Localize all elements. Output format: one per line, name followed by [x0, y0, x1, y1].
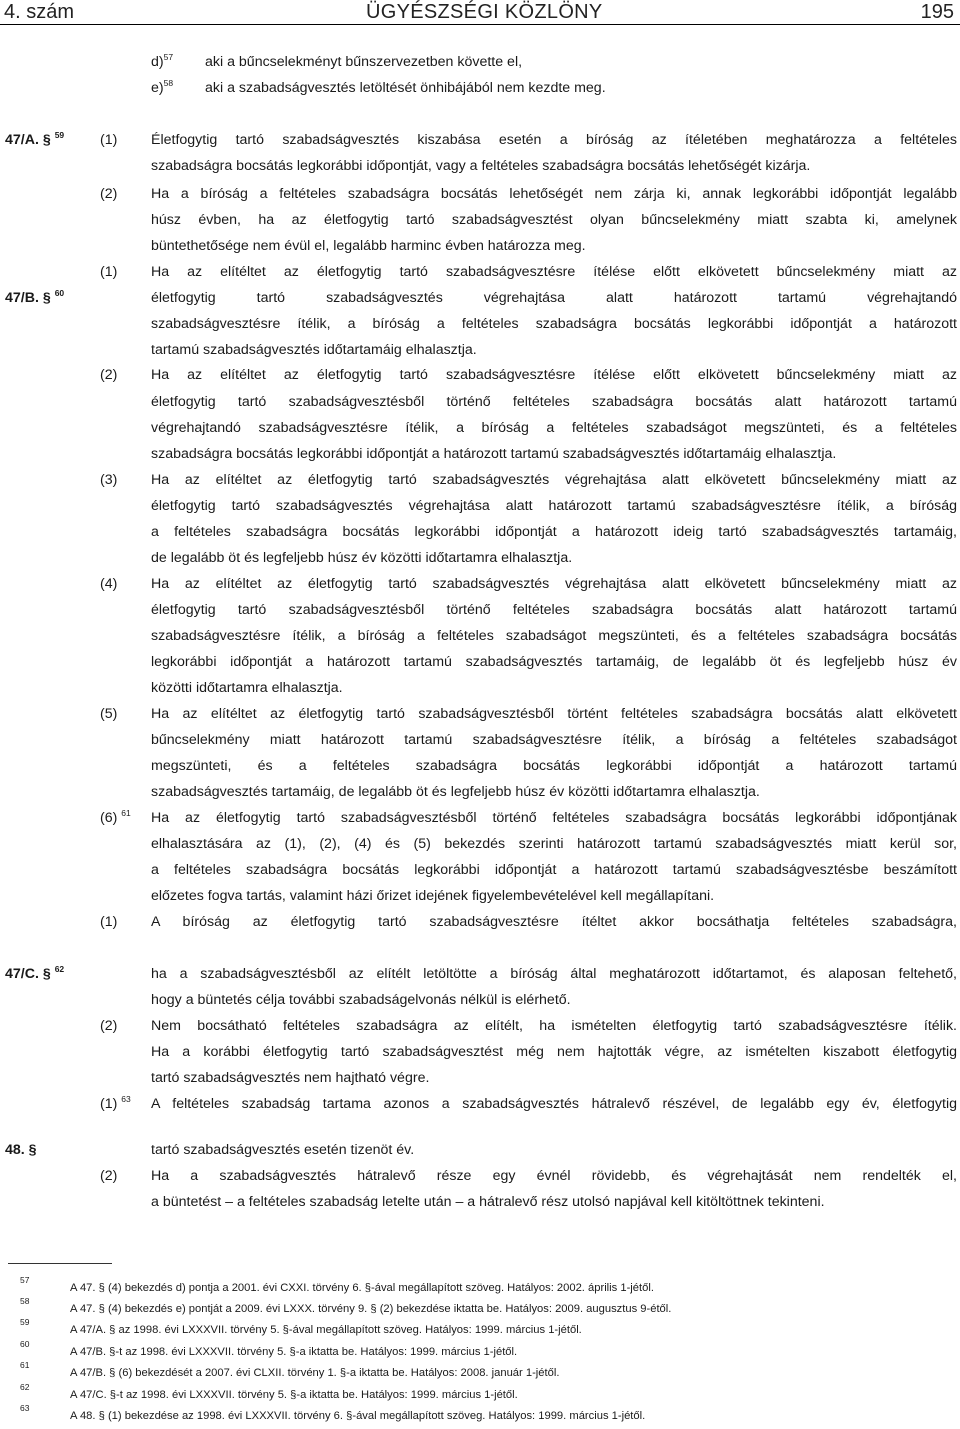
paragraph-number: (6) $^{61}$ [100, 808, 131, 826]
paragraph-line: életfogytig tartó szabadságvesztés végrehajtása alatt határozott tartamú szabadságvesztésre ítélik, a bíróság [151, 498, 957, 514]
paragraph-line: a feltételes szabadságra bocsátás legkorábbi időpontját a határozott tartamú szabadságvesztésbe beszámított [151, 862, 957, 878]
section-number: 47/A. § $^{59}$ [5, 130, 65, 148]
footnote-number: 57 [20, 1275, 30, 1285]
item-label: e)$^{58}$ [151, 78, 174, 96]
paragraph-line: elhalasztására az (1), (2), (4) és (5) bekezdés szerinti határozott tartamú szabadságvesztés miatt kerül sor, [151, 836, 957, 852]
paragraph-line: szabadságra bocsátás legkorábbi időpontját, vagy a feltételes szabadságra bocsátás lehetőségét kizárja. [151, 158, 811, 174]
item-text: aki a szabadságvesztés letöltését önhibájából nem kezdte meg. [205, 80, 606, 96]
paragraph-line: Ha az elítéltet az életfogytig tartó szabadságvesztés végrehajtása alatt elkövetett bűncselekmény miatt az [151, 472, 957, 488]
paragraph-line: Ha az elítéltet az életfogytig tartó szabadságvesztés végrehajtása alatt elkövetett bűncselekmény miatt az [151, 576, 957, 592]
paragraph-line: tartamú szabadságvesztés időtartamáig elhalasztja. [151, 342, 477, 358]
section-number: 48. § [5, 1142, 37, 1158]
paragraph-line: legkorábbi időpontját a határozott tartamú szabadságvesztés tartamáig, de legalább öt és legfeljebb húsz év [151, 654, 957, 670]
paragraph-line: szabadságvesztésre ítélik, a bíróság a feltételes szabadságra bocsátás legkorábbi időpontját a határozott [151, 316, 957, 332]
paragraph-number: (1) [100, 914, 118, 930]
paragraph-number: (5) [100, 706, 118, 722]
paragraph-line: végrehajtandó szabadságvesztésre ítélik, a bíróság a feltételes szabadságot megszünteti, és a feltételes [151, 420, 957, 436]
publication-title: ÜGYÉSZSÉGI KÖZLÖNY [366, 1, 603, 23]
footnote-text: A 47/B. § (6) bekezdését a 2007. évi CLXII. törvény 1. §-a iktatta be. Hatályos: 2008. január 1-jétől. [70, 1367, 560, 1379]
footnote-number: 59 [20, 1317, 30, 1327]
paragraph-line: életfogytig tartó szabadságvesztésből történő feltételes szabadságra bocsátás alatt határozott tartamú [151, 602, 957, 618]
paragraph-number: (2) [100, 1168, 118, 1184]
paragraph-line: bűncselekmény miatt határozott tartamú szabadságvesztésre ítélik, a bíróság a feltételes szabadságot [151, 732, 957, 748]
footnote-number: 60 [20, 1339, 30, 1349]
section-number: 47/C. § $^{62}$ [5, 964, 65, 982]
footnote-text: A 47/C. §-t az 1998. évi LXXXVII. törvény 5. §-a iktatta be. Hatályos: 1999. március 1-jétől. [70, 1389, 518, 1401]
paragraph-line: közötti időtartamra elhalasztja. [151, 680, 343, 696]
footnote-text: A 48. § (1) bekezdése az 1998. évi LXXXVII. törvény 6. §-ával megállapított szöveg. Hatályos: 1999. március 1-jétől. [70, 1410, 646, 1422]
paragraph-line: a büntetést – a feltételes szabadság letelte után – a hátralevő rész utolsó napjával kell kitöltöttnek tekinteni. [151, 1194, 825, 1210]
paragraph-line: Ha a bíróság a feltételes szabadságra bocsátás lehetőségét nem zárja ki, annak legkorábbi időpontját legalább [151, 186, 957, 202]
paragraph-line: Ha a korábbi életfogytig tartó szabadságvesztést még nem hajtották végre, az ismételten kiszabott életfogytig [151, 1044, 957, 1060]
paragraph-number: (4) [100, 576, 118, 592]
paragraph-line: Nem bocsátható feltételes szabadságra az elítélt, ha ismételten életfogytig tartó szabadságvesztésre ítélik. [151, 1018, 957, 1034]
section-number: 47/B. § $^{60}$ [5, 288, 65, 306]
paragraph-number: (1) [100, 132, 118, 148]
paragraph-line: életfogytig tartó szabadságvesztésből történő feltételes szabadságra bocsátás alatt határozott tartamú [151, 394, 957, 410]
page-header [0, 0, 960, 25]
paragraph-line: szabadságra bocsátás legkorábbi időpontját a határozott tartamú szabadságvesztés időtartamáig elhalasztja. [151, 446, 837, 462]
paragraph-line: Ha az elítéltet az életfogytig tartó szabadságvesztésre ítélése előtt elkövetett bűncselekmény miatt az [151, 264, 957, 280]
paragraph-line: szabadságvesztés tartamáig, de legalább öt és legfeljebb húsz év közötti időtartamra elhalasztja. [151, 784, 760, 800]
paragraph-line: ha a szabadságvesztésből az elítélt letöltötte a bíróság által meghatározott időtartamot, és alaposan feltehető, [151, 966, 957, 982]
page-number: 195 [920, 1, 954, 23]
paragraph-number: (1) [100, 264, 118, 280]
paragraph-line: de legalább öt és legfeljebb húsz év közötti időtartamra elhalasztja. [151, 550, 573, 566]
footnote-number: 62 [20, 1382, 30, 1392]
footnote-text: A 47. § (4) bekezdés e) pontját a 2009. évi LXXX. törvény 9. § (2) bekezdése iktatta be. Hatályos: 2009. augusztus 9-étől. [70, 1303, 672, 1315]
paragraph-line: Életfogytig tartó szabadságvesztés kiszabása esetén a bíróság az ítéletében meghatározza a feltételes [151, 132, 957, 148]
paragraph-line: tartó szabadságvesztés esetén tizenöt év. [151, 1142, 415, 1158]
footnote-number: 63 [20, 1403, 30, 1413]
footnote-text: A 47/A. § az 1998. évi LXXXVII. törvény 5. §-ával megállapított szöveg. Hatályos: 1999. március 1-jétől. [70, 1324, 582, 1336]
paragraph-line: Ha az elítéltet az életfogytig tartó szabadságvesztésre ítélése előtt elkövetett bűncselekmény miatt az [151, 367, 957, 383]
paragraph-number: (2) [100, 1018, 118, 1034]
paragraph-line: Ha a szabadságvesztés hátralevő része egy évnél rövidebb, és végrehajtását nem rendelték el, [151, 1168, 957, 1184]
footnote-text: A 47. § (4) bekezdés d) pontja a 2001. évi CXXI. törvény 6. §-ával megállapított szöveg. Hatályos: 2002. április 1-jétől. [70, 1282, 654, 1294]
issue-number: 4. szám [4, 1, 75, 23]
paragraph-line: Ha az elítéltet az életfogytig tartó szabadságvesztésből történt feltételes szabadságra bocsátás alatt elkövetett [151, 706, 957, 722]
paragraph-line: büntethetősége nem évül el, legalább harminc évben határozza meg. [151, 238, 586, 254]
paragraph-number: (1) $^{63}$ [100, 1094, 131, 1112]
item-text: aki a bűncselekményt bűnszervezetben követte el, [205, 54, 523, 70]
paragraph-line: hogy a büntetés célja további szabadságelvonás nélkül is elérhető. [151, 992, 571, 1008]
paragraph-line: húsz évben, ha az életfogytig tartó szabadságvesztést olyan bűncselekmény miatt szabta ki, amelynek [151, 212, 957, 228]
paragraph-line: A bíróság az életfogytig tartó szabadságvesztésre ítéltet akkor bocsáthatja feltételes szabadságra, [151, 914, 957, 930]
footnote-separator [8, 1263, 112, 1264]
paragraph-number: (2) [100, 367, 118, 383]
paragraph-line: szabadságvesztésre ítélik, a bíróság a feltételes szabadságot megszünteti, és a feltételes szabadságra bocsátás [151, 628, 957, 644]
paragraph-line: életfogytig tartó szabadságvesztés végrehajtása alatt határozott tartamú végrehajtandó [151, 290, 957, 306]
paragraph-line: tartó szabadságvesztés nem hajtható végre. [151, 1070, 430, 1086]
item-label: d)$^{57}$ [151, 52, 174, 70]
paragraph-line: Ha az életfogytig tartó szabadságvesztésből történő feltételes szabadságra bocsátás legkorábbi időpontjának [151, 810, 957, 826]
footnote-text: A 47/B. §-t az 1998. évi LXXXVII. törvény 5. §-a iktatta be. Hatályos: 1999. március 1-jétől. [70, 1346, 518, 1358]
paragraph-line: a feltételes szabadságra bocsátás legkorábbi időpontját a határozott ideig tartó szabadságvesztés tartamáig, [151, 524, 957, 540]
paragraph-line: megszünteti, és a feltételes szabadságra bocsátás legkorábbi időpontját a határozott tartamú [151, 758, 957, 774]
paragraph-number: (3) [100, 472, 118, 488]
footnote-number: 58 [20, 1296, 30, 1306]
paragraph-line: előzetes fogva tartás, valamint házi őrizet idejének figyelembevételével kell megállapítani. [151, 888, 715, 904]
footnote-number: 61 [20, 1360, 30, 1370]
paragraph-line: A feltételes szabadság tartama azonos a szabadságvesztés hátralevő részével, de legalább egy év, életfogytig [151, 1096, 957, 1112]
paragraph-number: (2) [100, 186, 118, 202]
